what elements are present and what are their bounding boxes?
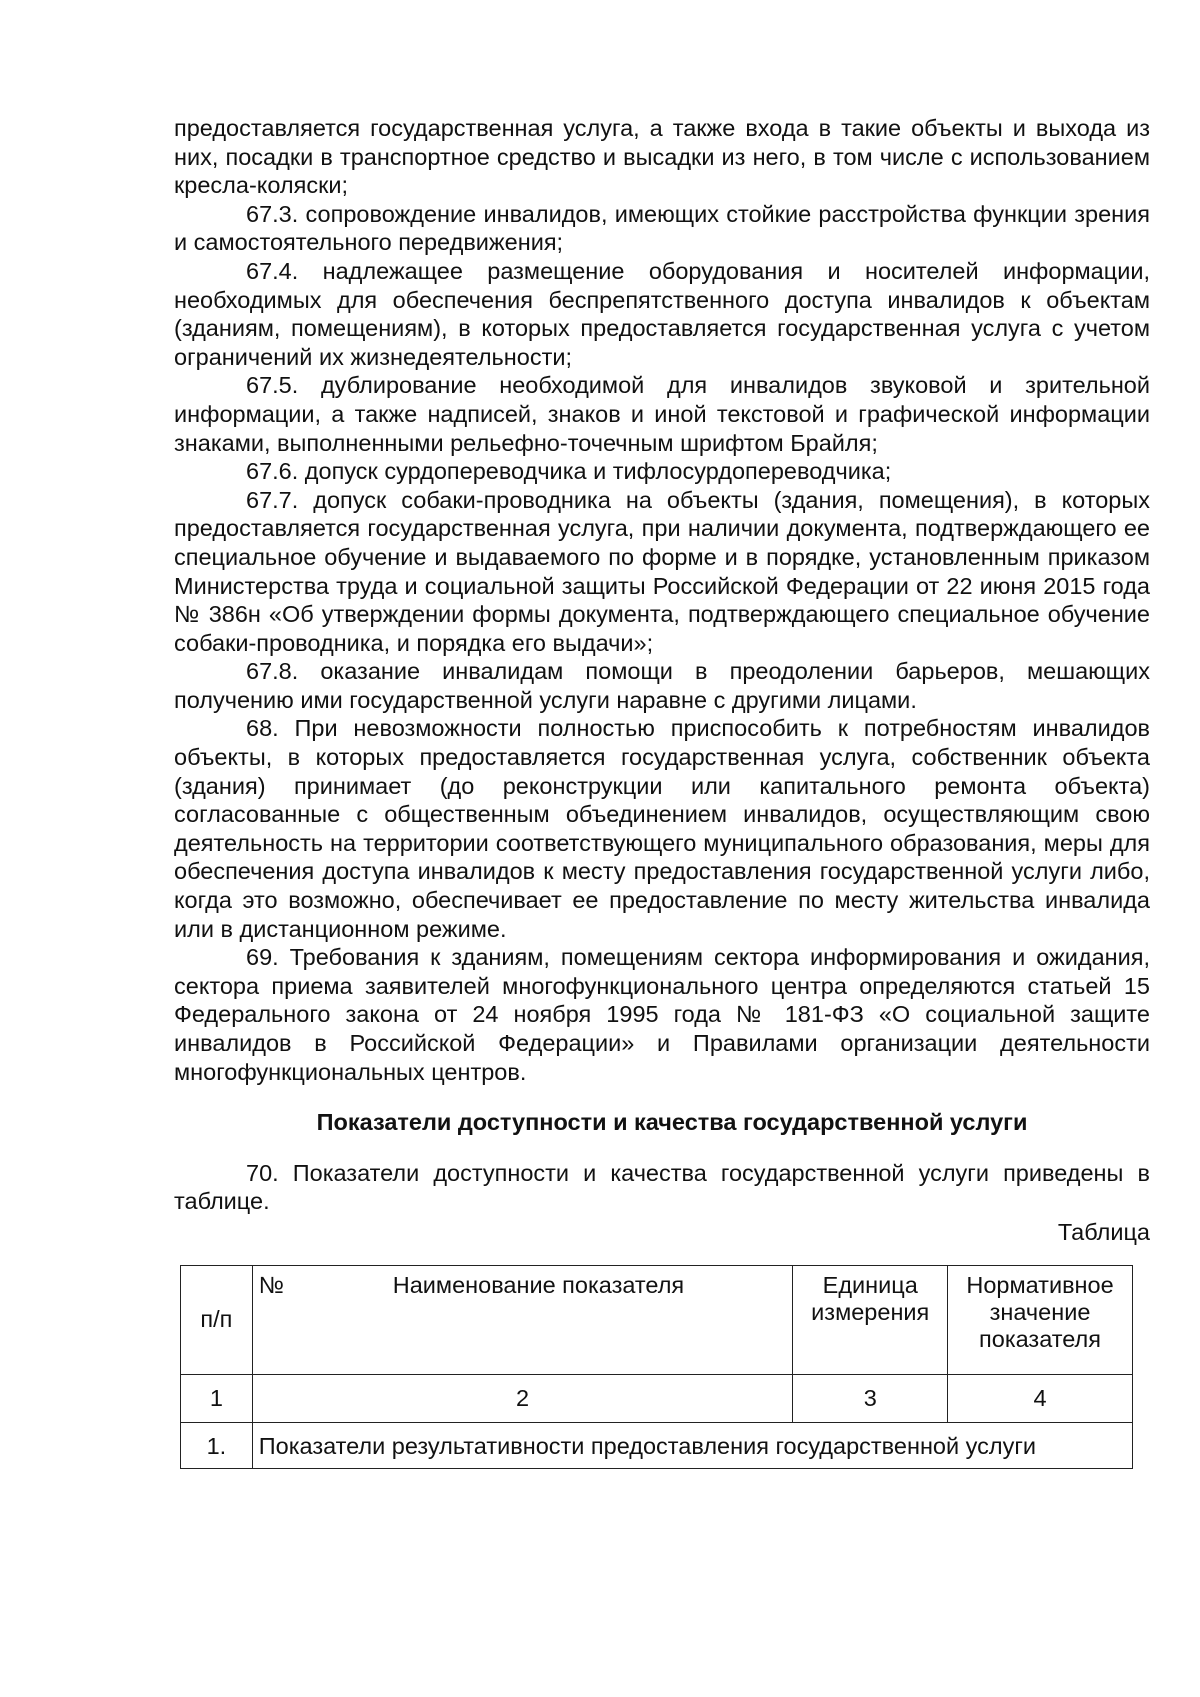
- table-caption: Таблица: [1057, 1218, 1150, 1245]
- column-number-2: 2: [252, 1374, 793, 1422]
- header-norm-cell: [948, 1265, 1133, 1374]
- paragraph-67-8: 67.8. оказание инвалидам помощи в преодолении барьеров, мешающих получению ими государственной услуги наравне с другими лицами.: [174, 658, 1150, 713]
- header-name: Наименование показателя: [392, 1271, 685, 1298]
- paragraph-69: 69. Требования к зданиям, помещениям сектора информирования и ожидания, сектора приема заявителей многофункционального центра определяются статьей 15 Федерального закона от 24 ноября 1995 года № 181-ФЗ «О социальной защите инвалидов в Российской Федерации» и Правилами организации деятельности многофункциональных центров.: [174, 944, 1150, 1085]
- paragraph-67-4: 67.4. надлежащее размещение оборудования и носителей информации, необходимых для обеспечения беспрепятственного доступа инвалидов к объектам (зданиям, помещениям), в которых предоставляется государственная услуга с учетом ограничений их жизнедеятельности;: [174, 257, 1150, 370]
- table-row: [181, 1422, 1133, 1468]
- table-header-row: [181, 1265, 1133, 1374]
- header-unit: Единица измерения: [811, 1271, 930, 1325]
- header-unit-cell: [793, 1265, 948, 1374]
- paragraph-continuation: предоставляется государственная услуга, а также входа в такие объекты и выхода из них, посадки в транспортное средство и высадки из него, в том числе с использованием кресла-коляски;: [174, 115, 1150, 199]
- section-heading: Показатели доступности и качества государственной услуги: [316, 1109, 1028, 1136]
- row-number: 1.: [181, 1422, 253, 1468]
- document-page: [174, 114, 1150, 1469]
- paragraph-70: 70. Показатели доступности и качества государственной услуги приведены в таблице.: [174, 1159, 1150, 1215]
- paragraph-67-7: 67.7. допуск собаки-проводника на объекты (здания, помещения), в которых предоставляется государственная услуга, при наличии документа, подтверждающего ее специальное обучение и выдаваемого по форме и в порядке, установленным приказом Министерства труда и социальной защиты Российской Федерации от 22 июня 2015 года № 386н «Об утверждении формы документа, подтверждающего специальное обучение собаки-проводника, и порядка его выдачи»;: [174, 486, 1150, 656]
- column-number-4: 4: [948, 1374, 1133, 1422]
- header-pp-cell: [181, 1265, 253, 1374]
- indicators-table: [180, 1265, 1133, 1469]
- row-text: Показатели результативности предоставления государственной услуги: [252, 1422, 1132, 1468]
- paragraph-68: 68. При невозможности полностью приспособить к потребностям инвалидов объекты, в которых предоставляется государственная услуга, собственник объекта (здания) принимает (до реконструкции или капитального ремонта объекта) согласованные с общественным объединением инвалидов, осуществляющим свою деятельность на территории соответствующего муниципального образования, меры для обеспечения доступа инвалидов к месту предоставления государственной услуги либо, когда это возможно, обеспечивает ее предоставление по месту жительства инвалида или в дистанционном режиме.: [174, 715, 1150, 942]
- header-pp: п/п: [200, 1306, 233, 1333]
- column-number-1: 1: [181, 1374, 253, 1422]
- paragraph-67-6: 67.6. допуск сурдопереводчика и тифлосурдопереводчика;: [246, 458, 892, 485]
- header-norm: Нормативное значение показателя: [966, 1271, 1114, 1352]
- column-number-row: [181, 1374, 1133, 1422]
- paragraph-67-3: 67.3. сопровождение инвалидов, имеющих стойкие расстройства функции зрения и самостоятельного передвижения;: [174, 200, 1150, 256]
- paragraph-67-5: 67.5. дублирование необходимой для инвалидов звуковой и зрительной информации, а также надписей, знаков и иной текстовой и графической информации знаками, выполненными рельефно-точечным шрифтом Брайля;: [174, 372, 1150, 456]
- header-name-cell: [252, 1265, 793, 1374]
- header-num-sign: №: [258, 1271, 284, 1298]
- column-number-3: 3: [793, 1374, 948, 1422]
